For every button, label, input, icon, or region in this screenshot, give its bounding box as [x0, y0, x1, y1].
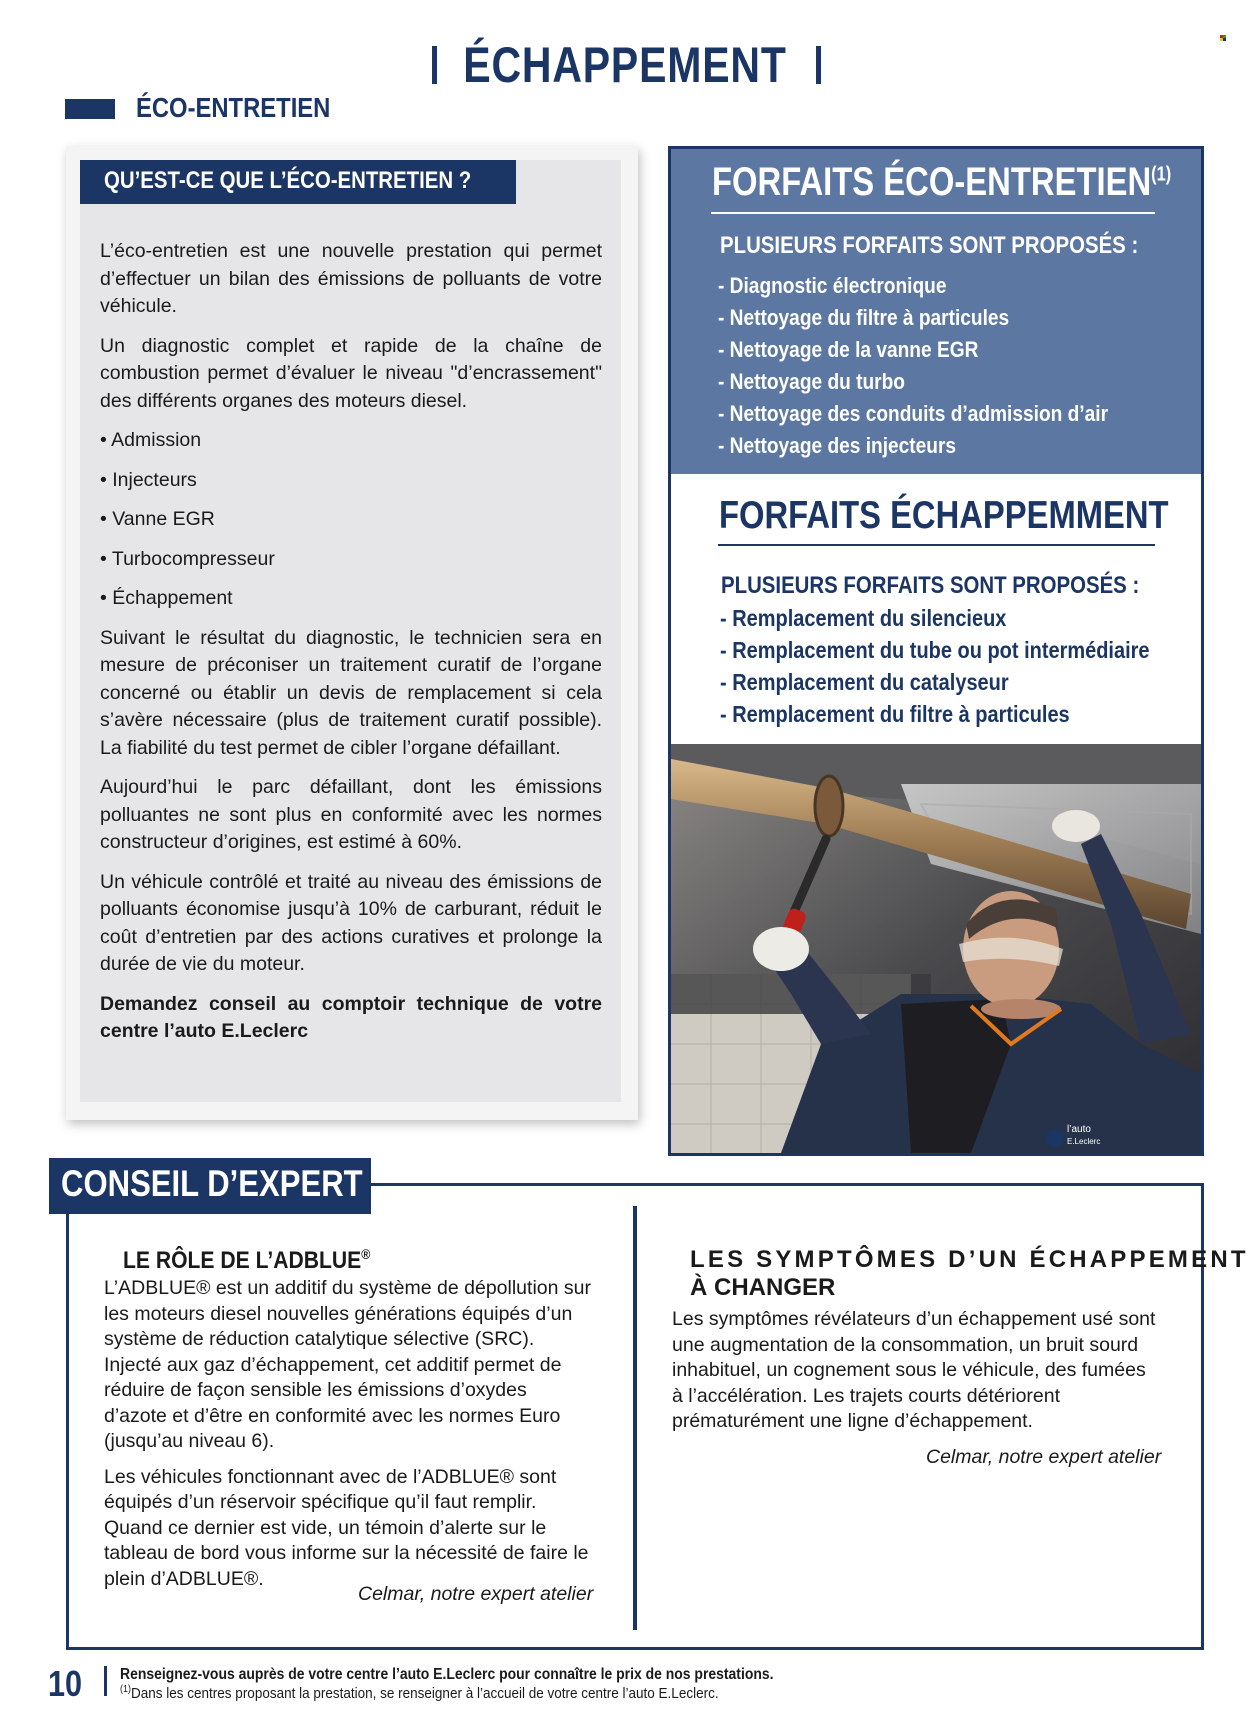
forfaits-echappement-rule	[718, 544, 1155, 546]
symptoms-paragraph: Les symptômes révélateurs d’un échappement usé sont une augmentation de la consommation, un bruit sourd inhabituel, un cognement sous le véhicule, des fumées à l’accélération. Les trajets courts détériorent prématurément une ligne d’échappement.	[672, 1308, 1156, 1432]
card-paragraph: Un véhicule contrôlé et traité au niveau des émissions de polluants économise jusqu’à 10% de carburant, réduit le coût d’entretien par des actions curatives et prolonge la durée de vie du moteur.	[100, 870, 602, 975]
forfaits-eco-subtitle: PLUSIEURS FORFAITS SONT PROPOSÉS :	[720, 232, 1139, 259]
expert-tab: CONSEIL D’EXPERT	[49, 1158, 371, 1214]
header-bar-right	[816, 46, 821, 84]
symptoms-title: LES SYMPTÔMES D’UN ÉCHAPPEMENT À CHANGER	[690, 1246, 1249, 1301]
footer-bar	[104, 1666, 107, 1696]
footer-line-1: Renseignez-vous auprès de votre centre l’auto E.Leclerc pour connaître le prix de nos prestations.	[120, 1666, 774, 1683]
adblue-text	[104, 1276, 595, 1602]
card-bullet: • Échappement	[100, 587, 233, 609]
forfaits-eco-title: FORFAITS ÉCO-ENTRETIEN$^{(1)}$	[712, 160, 1172, 204]
adblue-signature: Celmar, notre expert atelier	[358, 1583, 594, 1605]
page-number: 10	[48, 1663, 83, 1704]
section-tag-bar	[65, 99, 115, 119]
forfait-item: - Nettoyage de la vanne EGR	[718, 337, 979, 362]
expert-divider	[633, 1206, 637, 1630]
card-body	[100, 238, 602, 1058]
forfait-item: - Remplacement du silencieux	[720, 605, 1007, 631]
card-paragraph: Suivant le résultat du diagnostic, le technicien sera en mesure de préconiser un traitement curatif de l’organe concerné ou établir un devis de remplacement si cela s’avère nécessaire (plus de traitement curatif possible). La fiabilité du test permet de cibler l’organe défaillant.	[100, 626, 602, 759]
card-bullet: • Admission	[100, 429, 202, 451]
card-paragraph: L’éco-entretien est une nouvelle prestation qui permet d’effectuer un bilan des émissions de polluants de votre véhicule.	[100, 240, 602, 317]
adblue-title: LE RÔLE DE L’ADBLUE®	[123, 1246, 371, 1274]
photo-badge-line-1: l’auto	[1067, 1124, 1091, 1135]
card-paragraph: Aujourd’hui le parc défaillant, dont les émissions polluantes ne sont plus en conformité avec les normes constructeur d’origines, est estimé à 60%.	[100, 776, 602, 853]
page-title: ÉCHAPPEMENT	[463, 37, 787, 93]
forfaits-eco-rule	[711, 212, 1155, 214]
forfait-item: - Nettoyage du filtre à particules	[718, 305, 1010, 330]
forfaits-eco-list	[718, 270, 1108, 462]
card-bullet: • Vanne EGR	[100, 508, 215, 530]
card-bullet: • Turbocompresseur	[100, 547, 275, 570]
forfaits-echappement-title: FORFAITS ÉCHAPPEMMENT	[719, 494, 1169, 537]
card-paragraph: Un diagnostic complet et rapide de la chaîne de combustion permet d’évaluer le niveau "d’encrassement" des différents organes des moteurs diesel.	[100, 334, 602, 412]
forfait-item: - Diagnostic électronique	[718, 273, 947, 298]
photo-badge-line-2: E.Leclerc	[1067, 1137, 1101, 1146]
forfaits-echappement-subtitle: PLUSIEURS FORFAITS SONT PROPOSÉS :	[721, 572, 1140, 599]
card-heading: QU’EST-CE QUE L’ÉCO-ENTRETIEN ?	[80, 160, 516, 204]
adblue-paragraph: L’ADBLUE® est un additif du système de dépollution sur les moteurs diesel nouvelles générations équipés d’un système de réduction catalytique sélective (SRC). Injecté aux gaz d’échappement, cet additif permet de réduire de façon sensible les émissions d’oxydes d’azote et d’être en conformité avec les normes Euro (jusqu’au niveau 6).	[104, 1277, 591, 1452]
forfait-item: - Nettoyage du turbo	[718, 369, 905, 394]
section-tag: ÉCO-ENTRETIEN	[136, 92, 331, 123]
forfait-item: - Nettoyage des injecteurs	[718, 433, 957, 458]
mechanic-photo	[671, 744, 1201, 1153]
symptoms-text	[672, 1307, 1161, 1445]
mechanic-illustration	[671, 744, 1201, 1153]
card-call-to-action: Demandez conseil au comptoir technique de votre centre l’auto E.Leclerc	[100, 992, 602, 1042]
forfait-item: - Remplacement du catalyseur	[720, 669, 1009, 695]
forfait-item: - Remplacement du tube ou pot intermédiaire	[720, 637, 1150, 663]
forfaits-echappement-list	[720, 602, 1150, 730]
card-bullet: • Injecteurs	[100, 468, 197, 491]
color-marks	[1220, 35, 1226, 41]
forfait-item: - Remplacement du filtre à particules	[720, 701, 1070, 727]
symptoms-signature: Celmar, notre expert atelier	[926, 1446, 1162, 1468]
adblue-paragraph: Les véhicules fonctionnant avec de l’ADBLUE® sont équipés d’un réservoir spécifique qu’il faut remplir. Quand ce dernier est vide, un témoin d’alerte sur le tableau de bord vous informe sur la nécessité de faire le plein d’ADBLUE®.	[104, 1465, 589, 1590]
forfait-item: - Nettoyage des conduits d’admission d’air	[718, 401, 1109, 426]
footer-line-2: $^{(1)}$Dans les centres proposant la prestation, se renseigner à l’accueil de votre centre l’auto E.Leclerc.	[120, 1684, 719, 1702]
